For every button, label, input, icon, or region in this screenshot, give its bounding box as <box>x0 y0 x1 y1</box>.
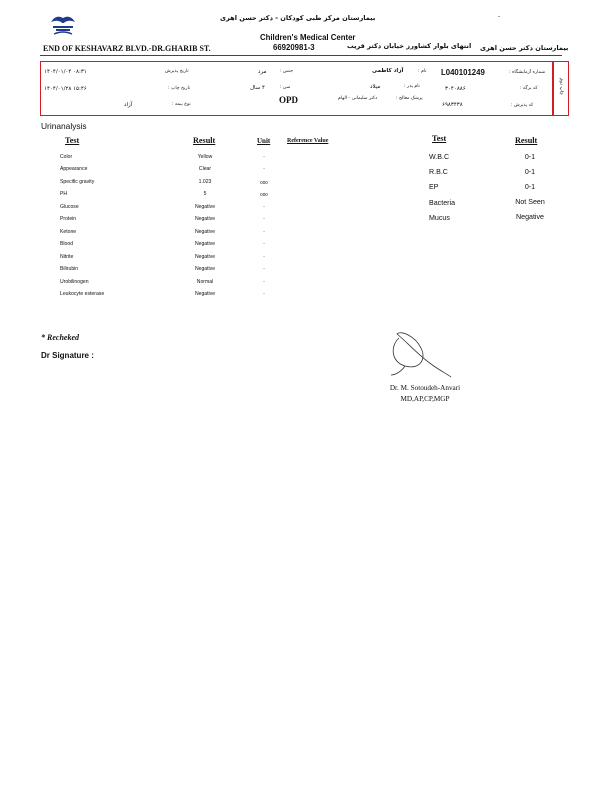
row-unit: 000 <box>260 192 268 197</box>
col-header-reference: Reference Value <box>287 138 329 144</box>
gender-label: جنس : <box>280 69 294 74</box>
row-unit: - <box>263 254 265 259</box>
right-row-result: Not Seen <box>515 198 545 206</box>
row-unit: 000 <box>260 180 268 185</box>
right-row-test: W.B.C <box>429 153 450 161</box>
dr-signature-label: Dr Signature : <box>41 351 94 360</box>
name-value: آزاد کاظمی <box>372 68 404 74</box>
hospital-address-fa: انتهای بلوار کشاورز خیابان دکتر قریب <box>347 42 472 50</box>
row-test: Leukocyte esterase <box>60 291 105 297</box>
right-row-result: 0-1 <box>524 168 536 176</box>
name-label: نام : <box>418 69 427 74</box>
right-row-test: EP <box>429 183 439 191</box>
insurance-label: نوع بیمه : <box>172 102 191 107</box>
print-copy-label: چاپ دوم <box>558 78 564 95</box>
signature-icon <box>385 324 455 379</box>
row-unit: - <box>263 229 265 234</box>
lab-no-label: شماره آزمایشگاه : <box>509 70 546 75</box>
row-result: Normal <box>196 279 214 285</box>
row-test: Bilirubin <box>60 266 79 272</box>
hospital-name-en: Children's Medical Center <box>260 33 356 42</box>
right-row-test: R.B.C <box>429 168 448 176</box>
doctor-label: پزشک معالج : <box>396 96 423 101</box>
right-col-header-test: Test <box>432 134 447 143</box>
admit-date-value: ۱۴۰۴/۰۱/۰۴ ۰۸:۳۱ <box>44 69 87 75</box>
row-result: Negative <box>194 254 216 260</box>
gender-value: مرد <box>258 69 267 75</box>
signer-name: Dr. M. Sotoudeh-Anvari <box>389 384 461 392</box>
right-row-test: Bacteria <box>429 199 456 207</box>
print-copy-tab <box>553 61 569 116</box>
header-divider <box>40 55 562 56</box>
print-date-label: تاریخ چاپ : <box>168 86 191 91</box>
insurance-value: آزاد <box>124 102 133 108</box>
hospital-address-en: END OF KESHAVARZ BLVD.-DR.GHARIB ST. <box>43 44 211 53</box>
hospital-logo-icon <box>48 12 78 38</box>
lab-no-value: L040101249 <box>441 68 485 77</box>
hospital-short-fa: بیمارستان دکتر حسن اهری <box>480 44 569 52</box>
row-test: Nitrite <box>60 254 74 260</box>
row-result: Negative <box>194 229 216 235</box>
row-result: Clear <box>198 166 212 172</box>
age-label: سن : <box>280 85 291 90</box>
right-row-result: 0-1 <box>524 153 536 161</box>
row-unit: - <box>263 291 265 296</box>
row-test: Protein <box>60 216 77 222</box>
row-test: Blood <box>60 241 74 247</box>
age-value: ۴ سال <box>250 85 265 91</box>
corner-mark: - <box>498 13 501 20</box>
row-result: Negative <box>194 266 216 272</box>
reception-code-label: کد پذیرش : <box>511 103 534 108</box>
col-header-unit: Unit <box>257 137 271 145</box>
row-test: Appearance <box>60 166 88 172</box>
ward-value: OPD <box>279 95 298 105</box>
row-result: Negative <box>194 291 216 297</box>
hospital-title-fa: بیمارستان مرکز طبی کودکان - دکتر حسن اهری <box>220 14 376 22</box>
print-date-value: ۱۴۰۴/۰۱/۲۸ ۱۵:۴۶ <box>44 86 87 92</box>
right-row-result: Negative <box>516 213 544 221</box>
row-unit: - <box>263 216 265 221</box>
row-test: Ketone <box>60 229 77 235</box>
row-result: 1.023 <box>198 179 212 185</box>
hospital-phone: 66920981-3 <box>273 43 315 52</box>
row-test: Specific gravity <box>60 179 95 185</box>
row-unit: - <box>263 154 265 159</box>
col-header-test: Test <box>65 136 80 145</box>
row-result: Negative <box>194 241 216 247</box>
right-row-result: 0-1 <box>524 183 536 191</box>
row-result: 5 <box>203 191 207 197</box>
row-test: Urobilinogen <box>60 279 89 285</box>
row-unit: - <box>263 166 265 171</box>
col-header-result: Result <box>193 136 216 145</box>
row-result: Negative <box>194 216 216 222</box>
row-test: PH <box>60 191 68 197</box>
row-unit: - <box>263 279 265 284</box>
row-test: Color <box>60 154 73 160</box>
row-result: Negative <box>194 204 216 210</box>
row-test: Glucose <box>60 204 79 210</box>
signer-degree: MD,AP,CP,MGP <box>400 395 450 403</box>
father-value: میلاد <box>370 84 381 90</box>
reception-code-value: ۶۹۸۳۴۳۸ <box>442 102 463 108</box>
row-unit: - <box>263 204 265 209</box>
doctor-value: دکتر سلیمانی - الهام <box>338 96 378 101</box>
right-row-test: Mucus <box>429 214 450 222</box>
code-label: کد برگه : <box>520 86 538 91</box>
admit-date-label: تاریخ پذیرش <box>165 69 189 74</box>
row-result: Yellow <box>197 154 213 160</box>
father-label: نام پدر : <box>404 84 420 89</box>
code-value: ۳۰۴۰۸۸۶ <box>445 86 466 92</box>
right-col-header-result: Result <box>515 136 538 145</box>
recheck-note: * Recheked <box>41 333 79 342</box>
row-unit: - <box>263 241 265 246</box>
section-title: Urinanalysis <box>41 121 87 131</box>
row-unit: - <box>263 266 265 271</box>
